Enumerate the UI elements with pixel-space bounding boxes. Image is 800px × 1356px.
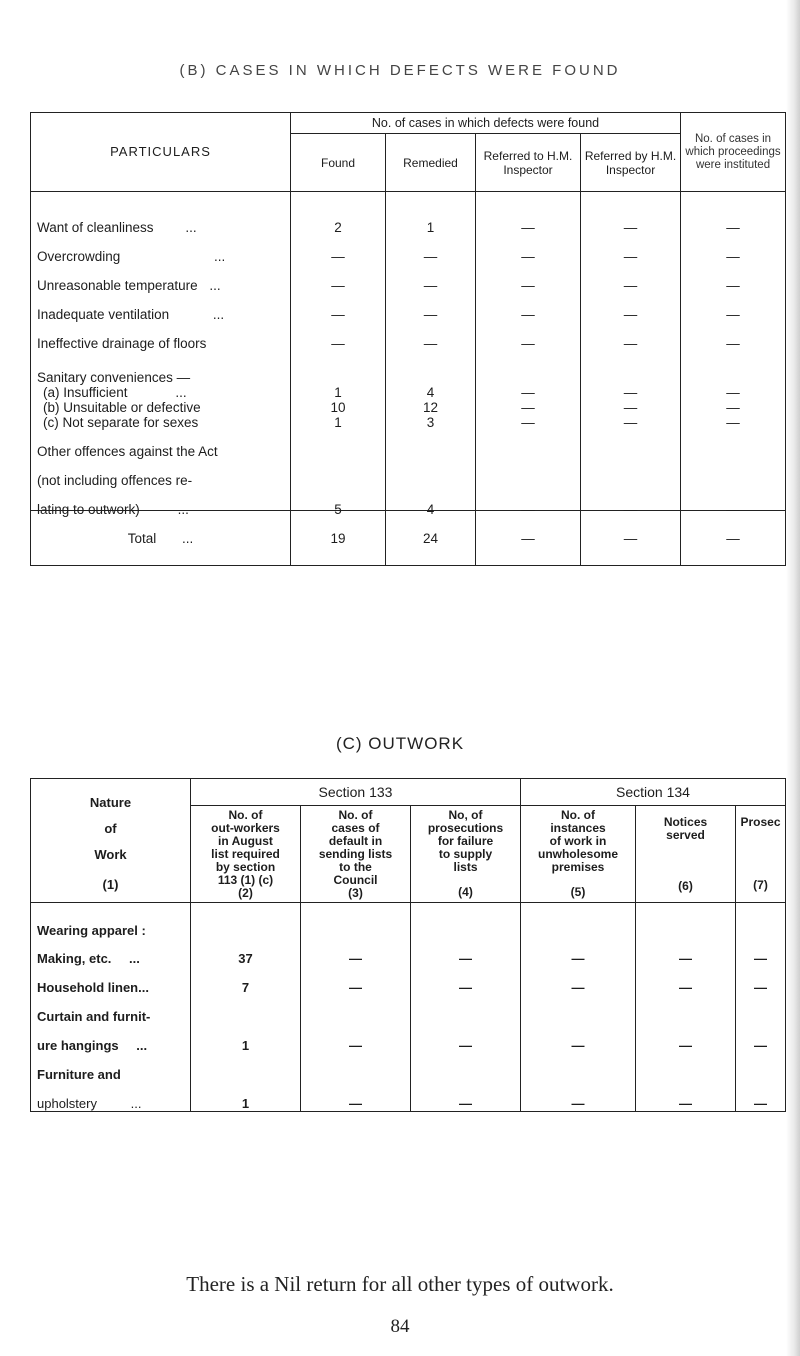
table-row-label: Inadequate ventilation ... xyxy=(37,307,225,322)
table-cell: — xyxy=(726,307,740,322)
outworkers-header: No. of out-workers in August list required by section 113 (1) (c) (2) xyxy=(191,806,301,903)
table-cell: 1 xyxy=(426,220,435,235)
proceedings-header: No. of cases in which proceedings were instituted xyxy=(681,113,786,192)
table-cell: 10 xyxy=(330,400,346,415)
prosecutions-134-column xyxy=(736,903,786,1112)
notices-served-header: Notices served (6) xyxy=(636,806,736,903)
table-cell: — xyxy=(571,1096,585,1111)
found-column xyxy=(291,192,386,517)
table-cell: — xyxy=(521,249,535,264)
list-item: Making, etc. ... xyxy=(37,951,140,966)
table-cell: — xyxy=(754,980,767,995)
prosecutions-header: No, of prosecutions for failure to supply lists (4) xyxy=(411,806,521,903)
table-cell: — xyxy=(623,400,638,415)
table-cell: — xyxy=(623,278,638,293)
table-row-label: Ineffective drainage of floors xyxy=(37,336,207,351)
unwholesome-premises-header: No. of instances of work in unwholesome premises (5) xyxy=(521,806,636,903)
sanitary-label: Sanitary conveniences — xyxy=(37,370,191,385)
section-b-heading: (B) CASES IN WHICH DEFECTS WERE FOUND xyxy=(179,62,621,79)
referred-to-header: Referred to H.M. Inspector xyxy=(476,134,581,192)
list-item: Furniture and xyxy=(37,1067,121,1082)
outworkers-column xyxy=(191,903,301,1112)
table-cell: — xyxy=(521,220,535,235)
table-cell: — xyxy=(623,220,638,235)
table-cell: 4 xyxy=(426,502,435,517)
page-edge-shadow xyxy=(786,0,800,1356)
nature-of-work-header: Nature of Work (1) xyxy=(31,779,191,903)
other-offences-line3: lating to outwork) ... xyxy=(37,502,189,517)
outwork-table xyxy=(30,778,786,1112)
table-cell: 12 xyxy=(422,400,439,415)
table-cell: — xyxy=(521,278,535,293)
table-cell: — xyxy=(754,1038,767,1053)
section-133-header: Section 133 xyxy=(191,779,521,806)
table-cell: — xyxy=(459,1096,472,1111)
notices-served-column xyxy=(636,903,736,1112)
table-cell: — xyxy=(679,1038,692,1053)
table-cell: — xyxy=(726,415,740,430)
table-cell: — xyxy=(726,249,740,264)
table-cell: — xyxy=(726,400,740,415)
table-row-label: (c) Not separate for sexes xyxy=(43,415,199,430)
table-cell: — xyxy=(623,415,638,430)
default-cases-header: No. of cases of default in sending lists to the Council (3) xyxy=(301,806,411,903)
table-cell: — xyxy=(349,980,362,995)
table-cell: — xyxy=(521,502,535,517)
default-cases-column xyxy=(301,903,411,1112)
table-cell: — xyxy=(754,1096,767,1111)
defects-table xyxy=(30,112,786,566)
table-cell: 2 xyxy=(334,220,342,235)
table-cell: — xyxy=(623,336,638,351)
table-cell: — xyxy=(459,1038,472,1053)
total-cell: 19 xyxy=(291,511,386,566)
table-cell: — xyxy=(679,1096,692,1111)
table-cell: — xyxy=(571,980,585,995)
table-row-label: (b) Unsuitable or defective xyxy=(43,400,201,415)
table-cell: 5 xyxy=(334,502,342,517)
table-cell: — xyxy=(331,249,345,264)
section-134-header: Section 134 xyxy=(521,779,786,806)
other-offences-line1: Other offences against the Act xyxy=(37,444,218,459)
total-cell: — xyxy=(681,511,786,566)
table-cell: — xyxy=(726,502,740,517)
table-row-label: Want of cleanliness ... xyxy=(37,220,197,235)
table-cell: — xyxy=(521,336,535,351)
total-cell: — xyxy=(581,511,681,566)
list-item: ure hangings ... xyxy=(37,1038,148,1053)
table-cell: — xyxy=(521,415,535,430)
table-cell: — xyxy=(623,249,638,264)
table-row-label: Unreasonable temperature ... xyxy=(37,278,221,293)
table-cell: 1 xyxy=(241,1038,250,1053)
prosecutions-134-header: Prosec (7) xyxy=(736,806,786,903)
table-cell: 1 xyxy=(241,1096,250,1111)
table-cell: — xyxy=(423,336,438,351)
remedied-column xyxy=(386,192,476,517)
table-cell: — xyxy=(623,307,638,322)
total-cell: — xyxy=(476,511,581,566)
table-row-label: Overcrowding ... xyxy=(37,249,226,264)
table-cell: — xyxy=(571,1038,585,1053)
table-cell: — xyxy=(521,400,535,415)
list-item: Household linen... xyxy=(37,980,149,995)
defects-group-header: No. of cases in which defects were found xyxy=(291,113,681,134)
table-cell: — xyxy=(349,951,362,966)
table-cell: — xyxy=(349,1038,362,1053)
particulars-header: PARTICULARS xyxy=(31,113,291,192)
table-cell: — xyxy=(459,951,472,966)
table-cell: — xyxy=(571,951,585,966)
table-cell: — xyxy=(423,278,438,293)
table-cell: — xyxy=(726,220,740,235)
table-cell: 37 xyxy=(238,951,253,966)
page-number: 84 xyxy=(390,1316,410,1337)
table-cell: 7 xyxy=(241,980,250,995)
table-cell: — xyxy=(331,307,345,322)
table-row-label: (a) Insufficient ... xyxy=(43,385,187,400)
table-cell: — xyxy=(331,278,345,293)
table-cell: — xyxy=(521,307,535,322)
nature-column xyxy=(31,903,191,1112)
remedied-header: Remedied xyxy=(386,134,476,192)
proceedings-column xyxy=(681,192,786,517)
list-item: Curtain and furnit- xyxy=(37,1009,151,1024)
table-cell: — xyxy=(726,336,740,351)
referred-by-header: Referred by H.M. Inspector xyxy=(581,134,681,192)
found-header: Found xyxy=(291,134,386,192)
table-cell: 4 xyxy=(426,385,435,400)
total-label: Total ... xyxy=(31,511,291,566)
total-cell: 24 xyxy=(386,511,476,566)
wearing-apparel-label: Wearing apparel : xyxy=(37,923,146,938)
table-cell: — xyxy=(623,502,638,517)
other-offences-line2: (not including offences re- xyxy=(37,473,193,488)
section-c-heading: (C) OUTWORK xyxy=(335,734,465,753)
table-cell: — xyxy=(423,307,438,322)
table-cell: — xyxy=(331,336,345,351)
table-cell: — xyxy=(726,385,740,400)
referred-to-column xyxy=(476,192,581,517)
table-cell: — xyxy=(349,1096,362,1111)
table-cell: — xyxy=(726,278,740,293)
unwholesome-premises-column xyxy=(521,903,636,1112)
table-cell: — xyxy=(459,980,472,995)
table-cell: 3 xyxy=(426,415,435,430)
table-cell: — xyxy=(679,980,692,995)
particulars-column xyxy=(31,192,291,517)
table-cell: — xyxy=(754,951,767,966)
table-cell: — xyxy=(679,951,692,966)
prosecutions-column xyxy=(411,903,521,1112)
footer-note: There is a Nil return for all other types of outwork. xyxy=(186,1272,614,1296)
table-cell: 1 xyxy=(334,415,342,430)
table-cell: 1 xyxy=(334,385,342,400)
table-cell: — xyxy=(623,385,638,400)
table-cell: — xyxy=(423,249,438,264)
referred-by-column xyxy=(581,192,681,517)
list-item: upholstery ... xyxy=(37,1096,142,1111)
table-cell: — xyxy=(521,385,535,400)
